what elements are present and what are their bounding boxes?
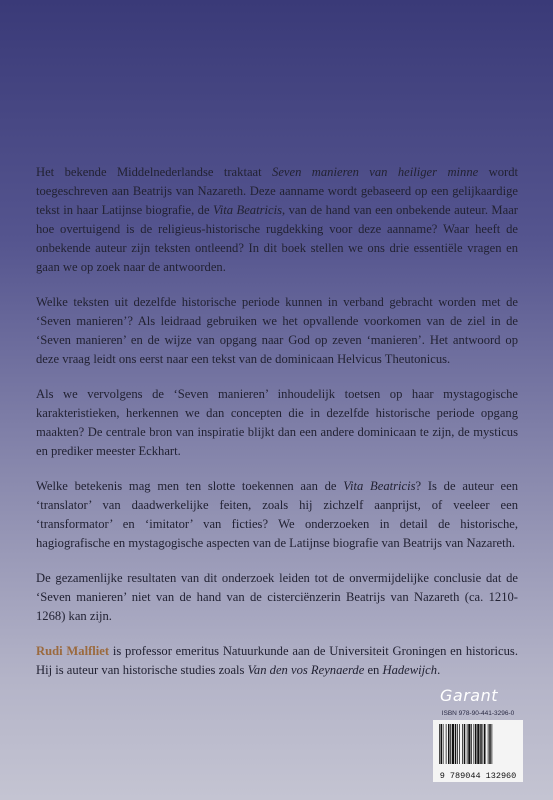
barcode-bar <box>457 724 458 764</box>
work-title-italic: Van den vos Reynaerde <box>247 663 365 677</box>
barcode-bar <box>480 724 482 764</box>
barcode-bar <box>452 724 454 764</box>
barcode-bar <box>441 724 443 764</box>
barcode-bar <box>488 724 489 764</box>
barcode-bar <box>484 724 486 764</box>
vita-title-italic: Vita Beatricis <box>213 203 282 217</box>
blurb-paragraph-1 <box>36 163 518 277</box>
isbn-label: ISBN 978-90-441-3296-0 <box>441 710 515 717</box>
vita-title-italic: Vita Beatricis <box>343 479 416 493</box>
barcode-bar <box>477 724 479 764</box>
blurb-paragraph-5: De gezamenlijke resultaten van dit onderzoek leiden tot de onvermijdelijke conclusie dat de ‘Seven manieren’ niet van de hand van de cisterciënzerin Beatrijs van Nazareth (ca. 1210-1268) kan zijn. <box>36 571 518 623</box>
barcode-bar <box>475 724 477 764</box>
text-span: Welke betekenis mag men ten slotte toekennen aan de <box>36 479 344 493</box>
blurb-paragraph-2: Welke teksten uit dezelfde historische periode kunnen in verband gebracht worden met de ‘Seven manieren’? Als leidraad gebruiken we het opvallende voorkomen van de ziel in de ‘Seven manieren’ en de wijze van opgang naar God op zeven ‘manieren’. Het antwoord op deze vraag leidt ons eerst naar een tekst van de dominicaan Helvicus Theutonicus. <box>36 295 518 366</box>
work-title-italic: Hadewijch <box>382 663 438 677</box>
book-title-italic: Seven manieren van heiliger minne <box>272 165 479 179</box>
barcode-bar <box>459 724 460 764</box>
barcode-bar <box>492 724 493 764</box>
barcode-bar <box>471 724 472 764</box>
text-span: is professor emeritus Natuurkunde aan de Universiteit Groningen en historicus. Hij is auteur van historische studies zoals <box>36 644 518 677</box>
barcode-bar <box>446 724 447 764</box>
barcode-bar <box>489 724 491 764</box>
barcode-bar <box>483 724 484 764</box>
blurb-paragraph-4 <box>36 477 518 553</box>
back-cover-text <box>36 163 518 696</box>
author-name: Rudi Malfliet <box>36 644 110 658</box>
barcode-bars <box>433 720 523 770</box>
author-bio <box>36 642 518 680</box>
text-span: . <box>437 663 441 677</box>
barcode-bar <box>467 724 468 764</box>
barcode-bar <box>443 724 444 764</box>
blurb-paragraph-3: Als we vervolgens de ‘Seven manieren’ inhoudelijk toetsen op haar mystagogische karakteristieken, herkennen we dan concepten die in dezelfde historische periode opgang maakten? De centrale bron van inspiratie blijkt dan een andere dominicaan te zijn, de mysticus en prediker meester Eckhart. <box>36 387 518 458</box>
barcode-bar <box>448 724 450 764</box>
barcode-bar <box>464 724 466 764</box>
text-span: Het bekende Middelnederlandse traktaat <box>36 165 273 179</box>
barcode <box>433 720 523 782</box>
barcode-bar <box>439 724 440 764</box>
barcode-bar <box>462 724 463 764</box>
text-span: ? Is de auteur een ‘translator’ van daadwerkelijke feiten, zoals hij zichzelf aanprijst, of veeleer een ‘transformator’ en ‘imitator’ van ficties? We onderzoeken in detail de historische, hagiografische en mystagogische aspecten van de Latijnse biografie van Beatrijs van Nazareth. <box>36 479 518 550</box>
barcode-bar <box>468 724 470 764</box>
text-span: wordt toegeschreven aan Beatrijs van Nazareth. Deze aanname wordt gebaseerd op een gelijkaardige tekst in haar Latijnse biografie, de <box>36 165 519 217</box>
barcode-number: 9 789044 132960 <box>439 771 517 781</box>
barcode-bar <box>455 724 457 764</box>
barcode-bar <box>450 724 451 764</box>
text-span: , van de hand van een onbekende auteur. Maar hoe overtuigend is de religieus-historische rugdekking voor deze aanname? Waar heeft de onbekende auteur zijn teksten ontleend? In dit boek stellen we ons drie essentiële vragen en gaan we op zoek naar de antwoorden. <box>36 203 519 274</box>
barcode-bar <box>474 724 475 764</box>
publisher-logo: Garant <box>440 686 498 705</box>
text-span: en <box>364 663 383 677</box>
